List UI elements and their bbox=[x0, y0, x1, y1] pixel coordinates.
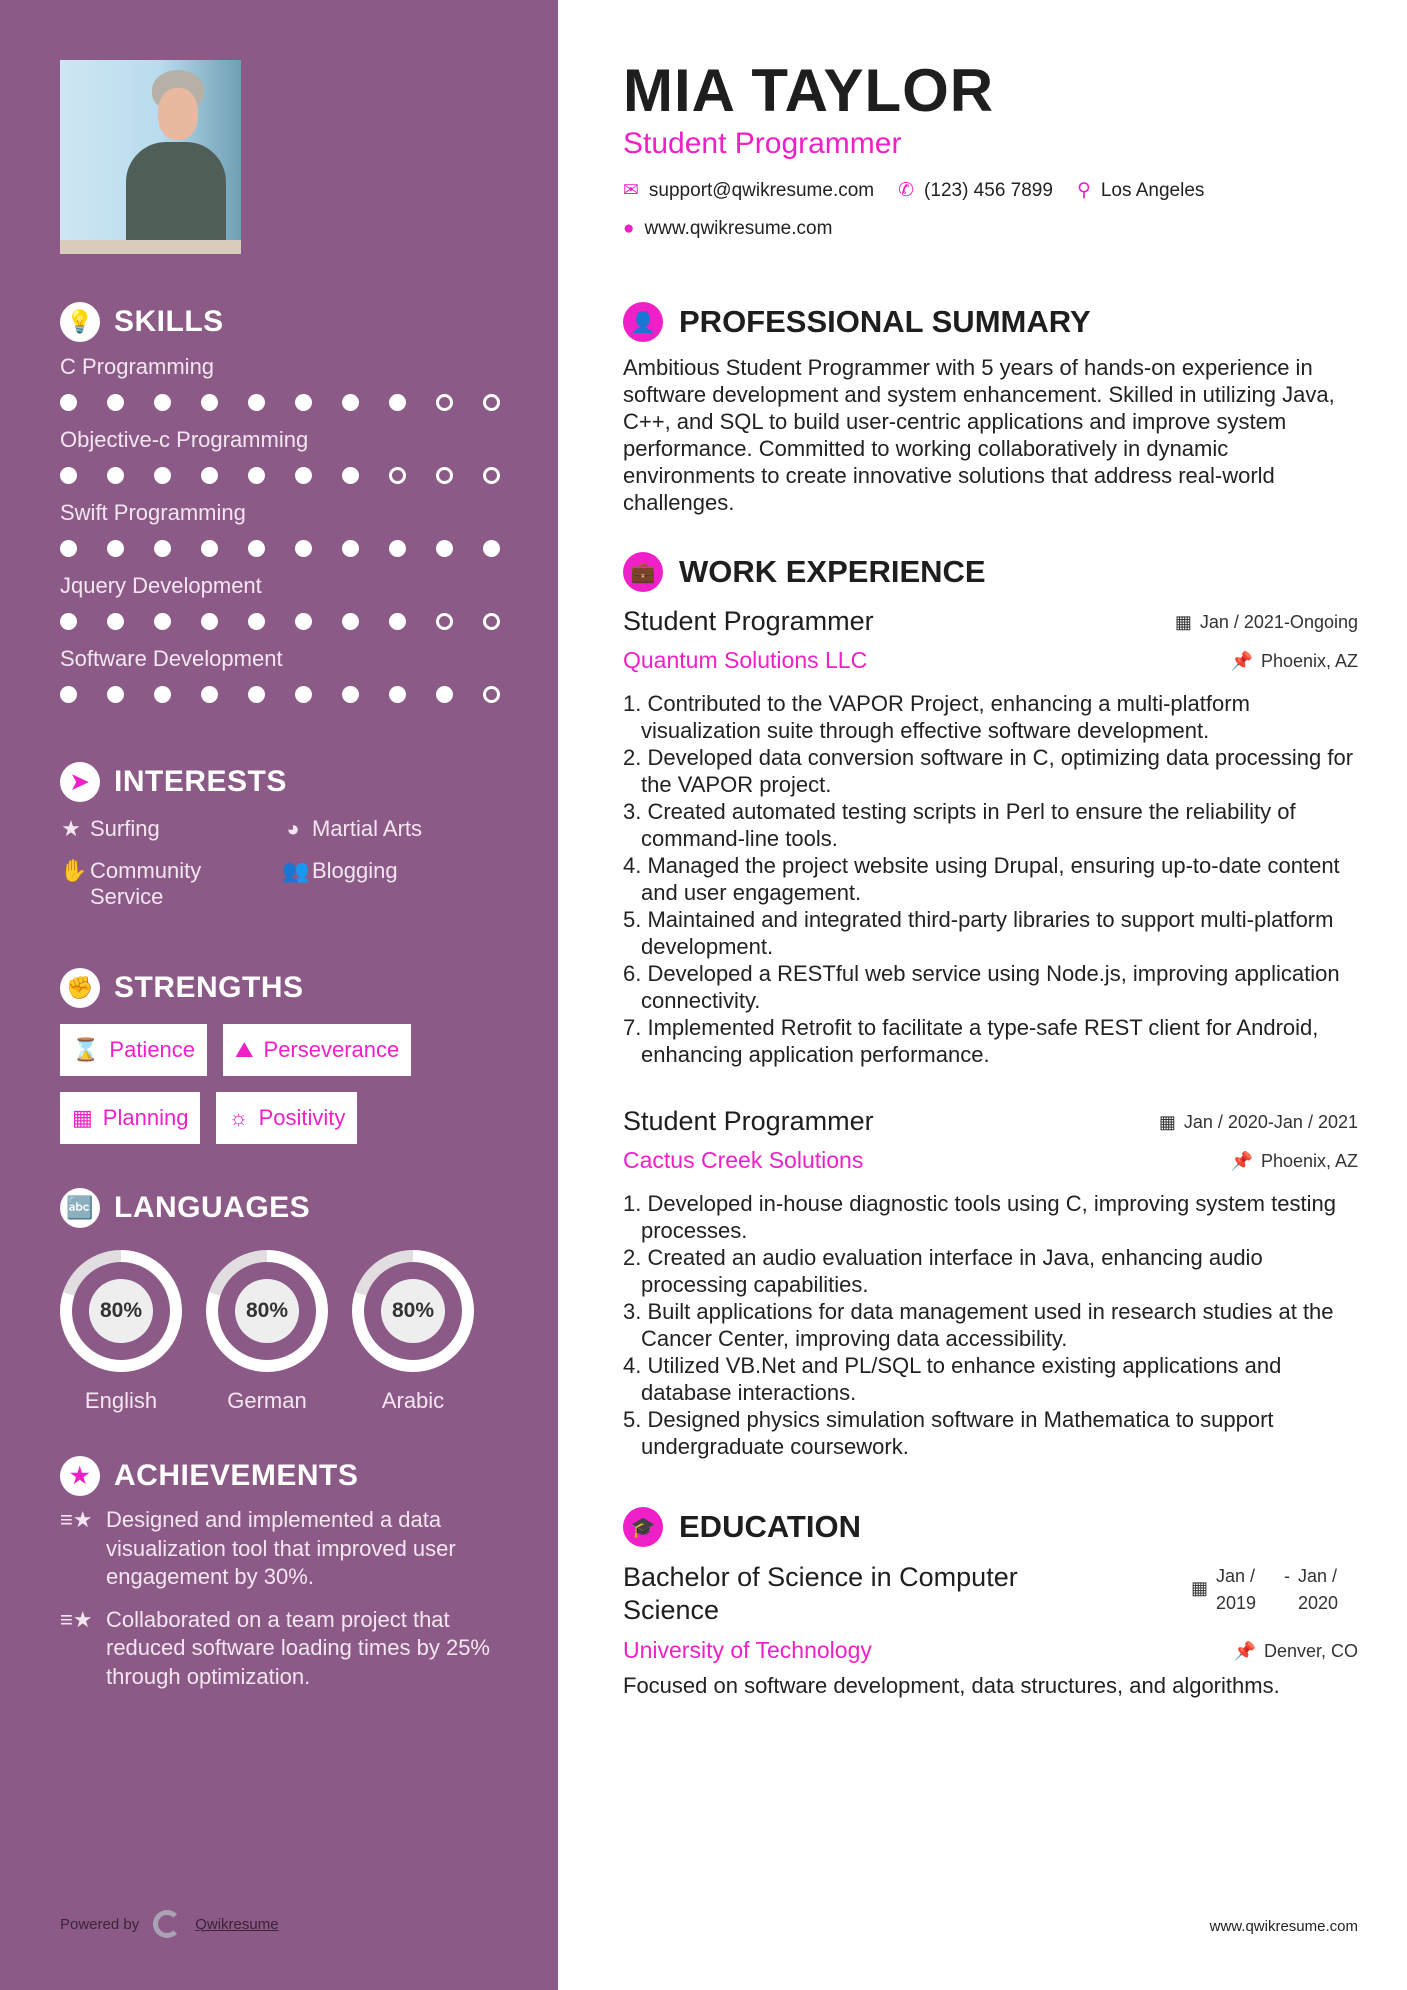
interest-label: Surfing bbox=[90, 816, 160, 841]
rating-dot-empty bbox=[483, 394, 500, 411]
strengths-section: ✊ STRENGTHS ⌛ Patience ⛰ Perseverance ▦ Planning ☼ Positivity bbox=[60, 968, 530, 1144]
rating-dot-filled bbox=[154, 540, 171, 557]
company bbox=[623, 1147, 1358, 1174]
rating-dot-filled bbox=[389, 540, 406, 557]
pushpin-icon: 📌 bbox=[1230, 1151, 1253, 1171]
language-percent: 80% bbox=[235, 1279, 299, 1343]
sidebar bbox=[0, 0, 558, 1990]
rating-dot-filled bbox=[201, 540, 218, 557]
skill-item bbox=[60, 500, 530, 557]
rating-dot-filled bbox=[107, 613, 124, 630]
road-icon: ⛰ bbox=[235, 1037, 254, 1062]
rating-dot-filled bbox=[60, 540, 77, 557]
rating-dot-filled bbox=[295, 540, 312, 557]
achievement-text: Designed and implemented a data visualization tool that improved user engagement by 30%. bbox=[106, 1507, 456, 1589]
job-title: Student Programmer bbox=[623, 606, 874, 636]
map-pin-icon: ⚲ bbox=[1076, 180, 1091, 201]
shooting-star-icon: ★ bbox=[60, 1456, 100, 1496]
job-bullet: 2. Developed data conversion software in C, optimizing data processing for the VAPOR project. bbox=[623, 745, 1354, 797]
rating-dot-filled bbox=[107, 394, 124, 411]
education-section: 🎓 EDUCATION Bachelor of Science in Computer Science ▦ Jan / 2019 - Jan / 2020 University of Technology 📌 Denver, CO Focused on software development, data structures, and algorithms. bbox=[623, 1509, 1358, 1698]
rating-dot-filled bbox=[295, 467, 312, 484]
rating-dot-filled bbox=[248, 540, 265, 557]
star-icon: ★ bbox=[61, 816, 81, 841]
language-item bbox=[60, 1250, 182, 1414]
rating-dot-filled bbox=[248, 686, 265, 703]
skill-item bbox=[60, 646, 530, 703]
job-bullet: 3. Created automated testing scripts in Perl to ensure the reliability of command-line tools. bbox=[623, 799, 1296, 851]
language-label: English bbox=[84, 1388, 158, 1413]
rating-dot-filled bbox=[342, 467, 359, 484]
rating-dot-filled bbox=[295, 686, 312, 703]
hourglass-icon: ⌛ bbox=[72, 1037, 100, 1062]
rating-dot-filled bbox=[389, 394, 406, 411]
rating-dot-empty bbox=[483, 467, 500, 484]
rating-dot-filled bbox=[60, 686, 77, 703]
rating-dot-filled bbox=[107, 686, 124, 703]
globe-icon: ◕ bbox=[286, 816, 300, 841]
skill-rating bbox=[60, 686, 530, 703]
achievements-section: ★ ACHIEVEMENTS ≡★ Designed and implemented a data visualization tool that improved user engagement by 30%. ≡★ Collaborated on a team project that reduced software loading times by 25% through optimization. bbox=[60, 1456, 510, 1705]
skill-rating bbox=[60, 467, 530, 484]
job-bullet: 5. Designed physics simulation software in Mathematica to support undergraduate coursework. bbox=[623, 1407, 1274, 1459]
interest-item bbox=[60, 816, 282, 842]
skill-label: Objective-c Programming bbox=[60, 427, 309, 452]
rating-dot-filled bbox=[107, 540, 124, 557]
job-entry bbox=[623, 1106, 1358, 1460]
summary-section: 👤 PROFESSIONAL SUMMARY Ambitious Student Programmer with 5 years of hands-on experience in software development and system enhancement. Skilled in utilizing Java, C++, and SQL to build user-centric applications and improve system performance. Committed to working collaboratively in dynamic environments to create innovative solutions that address real-world challenges. bbox=[623, 302, 1358, 516]
achievement-item bbox=[60, 1606, 510, 1692]
job-title: Student Programmer bbox=[623, 1106, 874, 1136]
job-bullet: 6. Developed a RESTful web service using Node.js, improving application connectivity. bbox=[623, 961, 1340, 1013]
rating-dot-filled bbox=[248, 394, 265, 411]
job-bullet: 1. Developed in-house diagnostic tools using C, improving system testing processes. bbox=[623, 1191, 1336, 1243]
header bbox=[623, 56, 1358, 240]
rating-dot-filled bbox=[295, 394, 312, 411]
briefcase-icon: 💼 bbox=[623, 552, 663, 592]
job-bullet: 1. Contributed to the VAPOR Project, enhancing a multi-platform visualization suite through effective software development. bbox=[623, 691, 1250, 743]
fist-icon: ✊ bbox=[60, 968, 100, 1008]
strength-tag bbox=[60, 1092, 200, 1144]
language-progress-ring bbox=[60, 1250, 182, 1372]
skill-rating bbox=[60, 540, 530, 557]
rating-dot-filled bbox=[60, 467, 77, 484]
achievement-text: Collaborated on a team project that reduced software loading times by 25% through optimization. bbox=[106, 1606, 490, 1689]
email[interactable]: support@qwikresume.com bbox=[648, 179, 875, 201]
skill-item bbox=[60, 354, 530, 411]
interest-label: Blogging bbox=[312, 858, 398, 883]
job-bullet: 2. Created an audio evaluation interface in Java, enhancing audio processing capabilities. bbox=[623, 1245, 1263, 1297]
rating-dot-filled bbox=[60, 613, 77, 630]
job-date: Jan / 2020-Jan / 2021 bbox=[1183, 1112, 1358, 1132]
language-item bbox=[206, 1250, 328, 1414]
globe-icon: ● bbox=[623, 218, 635, 239]
language-percent: 80% bbox=[89, 1279, 153, 1343]
website[interactable]: www.qwikresume.com bbox=[644, 218, 833, 239]
rating-dot-filled bbox=[389, 686, 406, 703]
company-name: Quantum Solutions LLC bbox=[623, 647, 868, 673]
job-bullet: 4. Managed the project website using Drupal, ensuring up-to-date content and user engagement. bbox=[623, 853, 1340, 905]
school: University of Technology 📌 Denver, CO bbox=[623, 1637, 1358, 1663]
interest-item bbox=[282, 816, 504, 842]
translate-icon: 🔤 bbox=[60, 1188, 100, 1228]
education-description: Focused on software development, data structures, and algorithms. bbox=[623, 1673, 1280, 1698]
language-progress-ring bbox=[206, 1250, 328, 1372]
company bbox=[623, 647, 1358, 674]
achievement-item bbox=[60, 1506, 510, 1592]
footer-website[interactable]: www.qwikresume.com bbox=[1209, 1918, 1358, 1935]
experience-section: 💼 WORK EXPERIENCE Student Programmer ▦ Jan / 2021-Ongoing Quantum Solutions LLC 📌 Phoenix, AZ 1. Contributed to the VAPOR Project, enhancing a multi-platform visualization suite through effective software development. 2. Developed data conversion software in C, optimizing data processing for the VAPOR project. 3. Created automated testing scripts in Perl to ensure the reliability of command-line tools. 4. Managed the project website using Drupal, ensuring up-to-date content and user engagement. 5. Maintained and integrated third-party libraries to support multi-platform development. 6. Developed a RESTful web service using Node.js, improving application connectivity. 7. Implemented Retrofit to facilitate a type-safe REST client for Android, enhancing application performance. Student Programmer ▦ Jan / 2020-Jan / 2021 Cactus Creek Solutions 📌 Phoenix, AZ 1. Developed in-house diagnostic tools using C, improving system testing processes. 2. Created an audio evaluation interface in Java, enhancing audio processing capabilities. 3. Built applications for data management used in research studies at the Cancer Center, improving data accessibility. 4. Utilized VB.Net and PL/SQL to enhance existing applications and database interactions. 5. Designed physics simulation software in Mathematica to support undergraduate coursework. bbox=[623, 554, 1358, 1459]
strength-tag bbox=[60, 1024, 207, 1076]
interest-item bbox=[60, 858, 282, 910]
phone[interactable]: (123) 456 7899 bbox=[924, 179, 1053, 201]
job-bullet: 4. Utilized VB.Net and PL/SQL to enhance existing applications and database interactions. bbox=[623, 1353, 1282, 1405]
rating-dot-filled bbox=[201, 686, 218, 703]
rating-dot-filled bbox=[436, 686, 453, 703]
skill-rating bbox=[60, 613, 530, 630]
rating-dot-filled bbox=[201, 613, 218, 630]
rating-dot-empty bbox=[436, 613, 453, 630]
interest-label: Community Service bbox=[90, 858, 202, 909]
shooting-star-icon: ≡★ bbox=[60, 1507, 93, 1532]
skill-label: Software Development bbox=[60, 646, 283, 671]
rating-dot-filled bbox=[154, 467, 171, 484]
skills-section bbox=[60, 302, 530, 719]
job-title: Student Programmer bbox=[623, 127, 902, 160]
calendar-icon: ▦ bbox=[1158, 1112, 1176, 1132]
job-bullet: 5. Maintained and integrated third-party libraries to support multi-platform development. bbox=[623, 907, 1334, 959]
language-progress-ring bbox=[352, 1250, 474, 1372]
summary-text: Ambitious Student Programmer with 5 years of hands-on experience in software development and system enhancement. Skilled in utilizing Java, C++, and SQL to build user-centric applications and improve system performance. Committed to working collaboratively in dynamic environments to create innovative solutions that address real-world challenges. bbox=[623, 355, 1335, 515]
strength-label: Perseverance bbox=[263, 1037, 400, 1062]
powered-by: Powered by Qwikresume bbox=[60, 1910, 279, 1938]
calendar-icon: ▦ bbox=[72, 1105, 93, 1130]
interest-label: Martial Arts bbox=[312, 816, 423, 841]
rating-dot-filled bbox=[436, 540, 453, 557]
skill-item bbox=[60, 427, 530, 484]
phone-icon: ✆ bbox=[898, 180, 915, 201]
job-entry bbox=[623, 606, 1358, 1068]
skill-item bbox=[60, 573, 530, 630]
job-bullets bbox=[623, 1190, 1358, 1460]
rating-dot-filled bbox=[483, 540, 500, 557]
strength-label: Positivity bbox=[258, 1105, 346, 1130]
job-bullet: 7. Implemented Retrofit to facilitate a type-safe REST client for Android, enhancing application performance. bbox=[623, 1015, 1319, 1067]
lightbulb-icon: 💡 bbox=[60, 302, 100, 342]
rating-dot-filled bbox=[342, 613, 359, 630]
pushpin-icon: 📌 bbox=[1233, 1641, 1256, 1661]
qwikresume-logo-icon bbox=[153, 1910, 181, 1938]
language-percent: 80% bbox=[381, 1279, 445, 1343]
strength-tag bbox=[216, 1092, 357, 1144]
rating-dot-filled bbox=[201, 467, 218, 484]
rating-dot-filled bbox=[107, 467, 124, 484]
shooting-star-icon: ≡★ bbox=[60, 1606, 93, 1632]
hand-icon: ✋ bbox=[60, 858, 88, 883]
rating-dot-filled bbox=[248, 613, 265, 630]
job-date: Jan / 2021-Ongoing bbox=[1199, 612, 1358, 632]
rating-dot-filled bbox=[154, 686, 171, 703]
job-location: Phoenix, AZ bbox=[1260, 651, 1358, 671]
rating-dot-empty bbox=[483, 686, 500, 703]
qwikresume-link[interactable]: Qwikresume bbox=[195, 1915, 279, 1933]
degree: Bachelor of Science in Computer Science bbox=[623, 1562, 1018, 1625]
job-location: Phoenix, AZ bbox=[1260, 1151, 1358, 1171]
users-icon: 👥 bbox=[282, 858, 310, 883]
rating-dot-filled bbox=[342, 540, 359, 557]
user-icon: 👤 bbox=[623, 302, 663, 342]
graduation-icon: 🎓 bbox=[623, 1507, 663, 1547]
paper-plane-icon: ➤ bbox=[60, 762, 100, 802]
skill-label: Jquery Development bbox=[60, 573, 262, 598]
strength-tag bbox=[223, 1024, 411, 1076]
interest-item bbox=[282, 858, 504, 910]
rating-dot-filled bbox=[389, 613, 406, 630]
company-name: Cactus Creek Solutions bbox=[623, 1147, 864, 1173]
candidate-name: MIA TAYLOR bbox=[623, 57, 995, 124]
rating-dot-filled bbox=[342, 394, 359, 411]
language-item bbox=[352, 1250, 474, 1414]
job-bullet: 3. Built applications for data management used in research studies at the Cancer Center, improving data accessibility. bbox=[623, 1299, 1334, 1351]
language-label: German bbox=[227, 1388, 307, 1413]
rating-dot-empty bbox=[436, 394, 453, 411]
rating-dot-filled bbox=[60, 394, 77, 411]
skill-label: Swift Programming bbox=[60, 500, 246, 525]
pushpin-icon: 📌 bbox=[1230, 651, 1253, 671]
rating-dot-filled bbox=[248, 467, 265, 484]
skills-heading: 💡 SKILLS bbox=[60, 302, 530, 342]
skill-rating bbox=[60, 394, 530, 411]
rating-dot-filled bbox=[154, 613, 171, 630]
envelope-icon: ✉ bbox=[623, 180, 639, 201]
sun-icon: ☼ bbox=[228, 1105, 249, 1130]
strength-label: Patience bbox=[109, 1037, 196, 1062]
strength-label: Planning bbox=[102, 1105, 189, 1130]
rating-dot-empty bbox=[389, 467, 406, 484]
rating-dot-empty bbox=[483, 613, 500, 630]
calendar-icon: ▦ bbox=[1174, 612, 1192, 632]
rating-dot-filled bbox=[295, 613, 312, 630]
skill-label: C Programming bbox=[60, 354, 215, 379]
job-bullets bbox=[623, 690, 1358, 1068]
interests-section: ➤ INTERESTS ★ Surfing ◕ Martial Arts ✋ Community Service 👥 Blogging bbox=[60, 762, 530, 910]
profile-photo bbox=[60, 60, 241, 254]
rating-dot-filled bbox=[201, 394, 218, 411]
rating-dot-filled bbox=[342, 686, 359, 703]
rating-dot-filled bbox=[154, 394, 171, 411]
language-label: Arabic bbox=[381, 1388, 445, 1413]
calendar-icon: ▦ bbox=[1190, 1578, 1208, 1598]
rating-dot-empty bbox=[436, 467, 453, 484]
languages-section: 🔤 LANGUAGES 80% English 80% German 80% Arabic bbox=[60, 1188, 530, 1414]
location: Los Angeles bbox=[1100, 179, 1205, 201]
